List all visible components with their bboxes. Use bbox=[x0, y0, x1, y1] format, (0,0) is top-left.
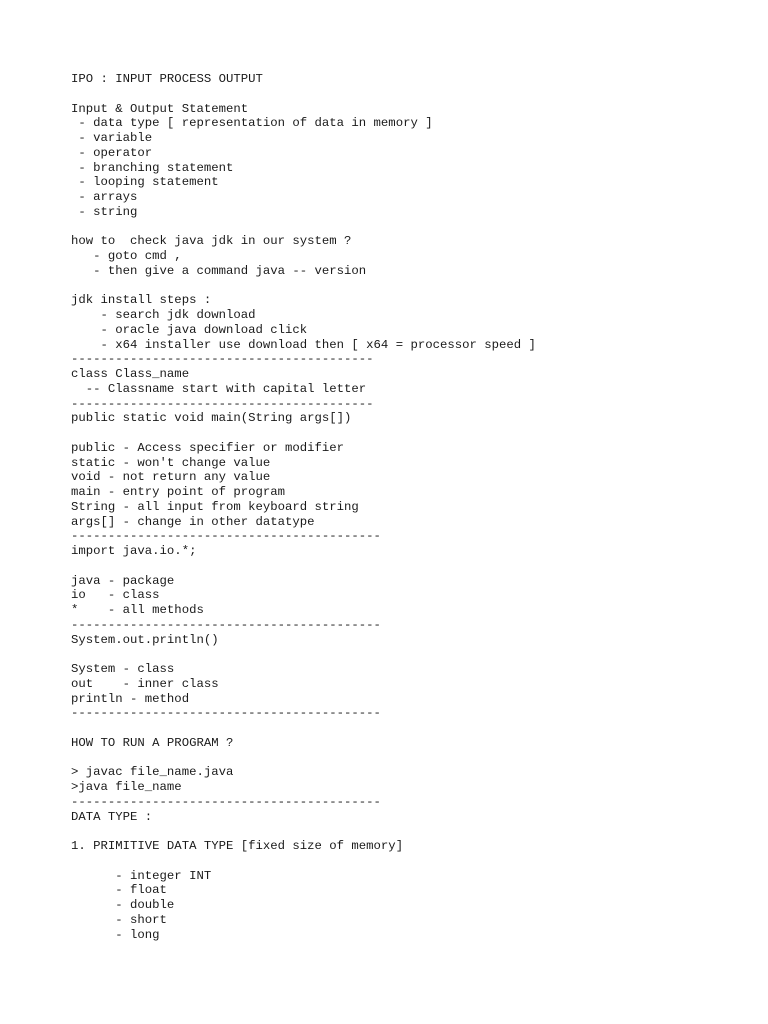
text-line: System.out.println() bbox=[71, 632, 219, 647]
text-line: import java.io.*; bbox=[71, 544, 197, 558]
text-line: jdk install steps : bbox=[71, 293, 212, 308]
text-line: 1. PRIMITIVE DATA TYPE [fixed size of memory] bbox=[71, 839, 404, 853]
text-line: HOW TO RUN A PROGRAM ? bbox=[71, 735, 234, 750]
blank-line bbox=[71, 559, 536, 574]
text-line: println - method bbox=[71, 691, 190, 706]
text-line: - oracle java download click bbox=[71, 322, 308, 337]
text-line: main - entry point of program bbox=[71, 485, 286, 499]
blank-line bbox=[71, 426, 536, 441]
text-line: - goto cmd , bbox=[71, 249, 182, 263]
separator-line: ----------------------------------------- bbox=[71, 396, 374, 411]
text-line: io - class bbox=[71, 588, 160, 603]
text-line: - operator bbox=[71, 145, 153, 160]
blank-line bbox=[71, 824, 536, 839]
separator-line: ------------------------------------------ bbox=[71, 706, 381, 721]
separator-line: ----------------------------------------- bbox=[71, 352, 374, 367]
blank-line bbox=[71, 854, 536, 869]
blank-line bbox=[71, 220, 536, 235]
separator-line: ------------------------------------------ bbox=[71, 529, 381, 544]
text-line: public - Access specifier or modifier bbox=[71, 440, 345, 455]
text-line: - float bbox=[71, 883, 167, 898]
text-line: args[] - change in other datatype bbox=[71, 514, 315, 529]
blank-line bbox=[71, 279, 536, 294]
blank-line bbox=[71, 647, 536, 662]
text-line: - branching statement bbox=[71, 160, 234, 175]
text-line: IPO : INPUT PROCESS OUTPUT bbox=[71, 72, 263, 86]
separator-line: ------------------------------------------ bbox=[71, 794, 381, 809]
blank-line bbox=[71, 721, 536, 736]
text-line: - short bbox=[71, 912, 167, 927]
text-line: >java file_name bbox=[71, 780, 182, 794]
text-line: class Class_name bbox=[71, 367, 190, 381]
blank-line bbox=[71, 87, 536, 102]
text-line: DATA TYPE : bbox=[71, 809, 153, 824]
text-line: - data type [ representation of data in memory ] bbox=[71, 116, 433, 131]
text-line: static - won't change value bbox=[71, 455, 271, 470]
text-line: - long bbox=[71, 927, 160, 942]
text-line: > javac file_name.java bbox=[71, 765, 234, 780]
text-line: - variable bbox=[71, 131, 153, 145]
text-line: how to check java jdk in our system ? bbox=[71, 234, 352, 249]
text-line: public static void main(String args[]) bbox=[71, 411, 352, 426]
text-line: out - inner class bbox=[71, 676, 219, 691]
text-line: * - all methods bbox=[71, 603, 204, 617]
text-line: void - not return any value bbox=[71, 470, 271, 485]
text-line: - looping statement bbox=[71, 175, 219, 190]
text-line: java - package bbox=[71, 573, 175, 588]
text-line: - then give a command java -- version bbox=[71, 263, 367, 278]
text-line: - double bbox=[71, 898, 175, 912]
text-line: Input & Output Statement bbox=[71, 101, 249, 116]
text-line: System - class bbox=[71, 662, 175, 676]
text-line: - arrays bbox=[71, 190, 138, 204]
blank-line bbox=[71, 751, 536, 766]
text-line: - integer INT bbox=[71, 868, 212, 883]
text-line: -- Classname start with capital letter bbox=[71, 381, 367, 396]
text-line: - string bbox=[71, 204, 138, 219]
document-text-body bbox=[71, 72, 536, 942]
text-line: - x64 installer use download then [ x64 = processor speed ] bbox=[71, 337, 536, 352]
text-line: - search jdk download bbox=[71, 308, 256, 322]
separator-line: ------------------------------------------ bbox=[71, 617, 381, 632]
text-line: String - all input from keyboard string bbox=[71, 499, 359, 514]
